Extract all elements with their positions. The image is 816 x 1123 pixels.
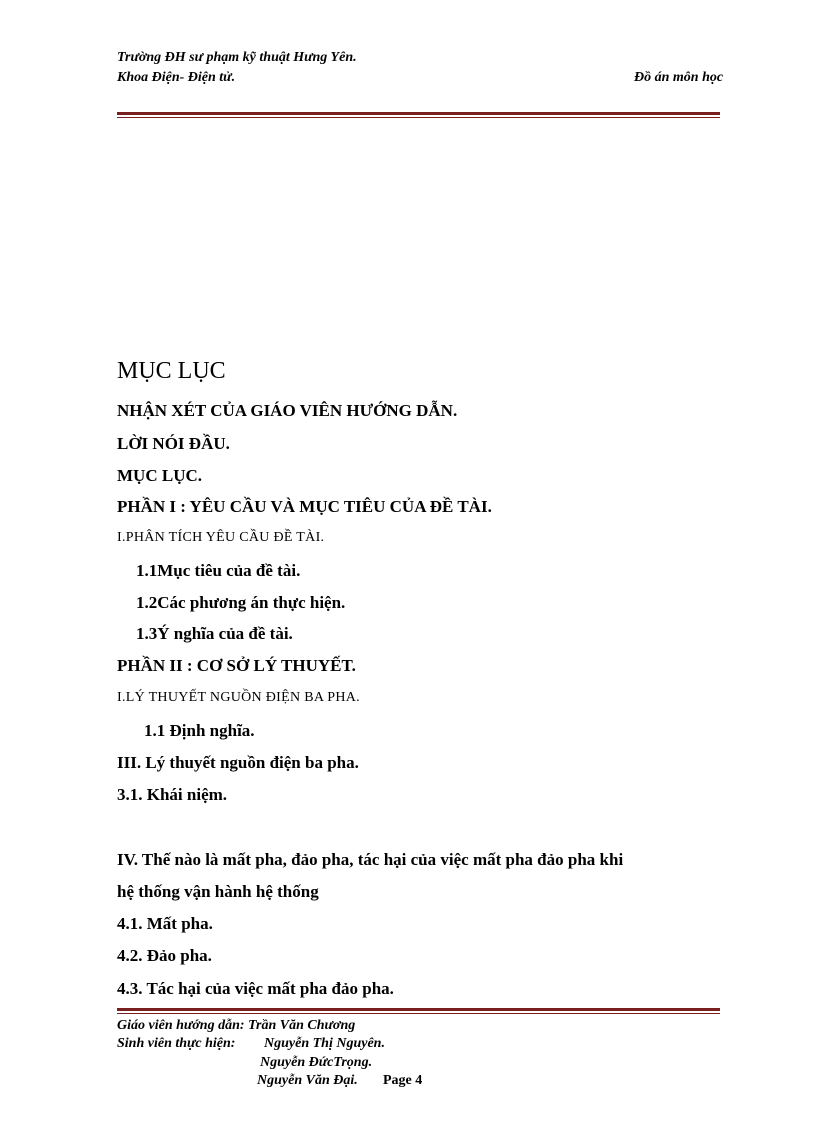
header-rule: [117, 112, 720, 118]
footer-student-2: Nguyễn ĐứcTrọng.: [260, 1055, 373, 1070]
toc-item: 1.1Mục tiêu của đề tài.: [136, 561, 301, 580]
toc-item: PHẦN I : YÊU CẦU VÀ MỤC TIÊU CỦA ĐỀ TÀI.: [117, 497, 492, 516]
footer-advisor: Giáo viên hướng dẫn: Trần Văn Chương: [117, 1018, 356, 1033]
footer-student-3: Nguyễn Văn Đại.: [257, 1073, 358, 1088]
toc-item: 1.3Ý nghĩa của đề tài.: [136, 624, 293, 643]
toc-item: hệ thống vận hành hệ thống: [117, 882, 319, 901]
header-school: Trường ĐH sư phạm kỹ thuật Hưng Yên.: [117, 50, 357, 65]
toc-item: 4.1. Mất pha.: [117, 914, 213, 933]
toc-item: 3.1. Khái niệm.: [117, 785, 228, 804]
toc-item: PHẦN II : CƠ SỞ LÝ THUYẾT.: [117, 656, 356, 675]
toc-item: I.LÝ THUYẾT NGUỒN ĐIỆN BA PHA.: [117, 690, 360, 705]
toc-item: MỤC LỤC.: [117, 466, 202, 485]
toc-item: IV. Thế nào là mất pha, đảo pha, tác hại của việc mất pha đảo pha khi: [117, 850, 624, 869]
footer-rule: [117, 1008, 720, 1014]
toc-title: MỤC LỤC: [117, 358, 226, 384]
toc-item: LỜI NÓI ĐẦU.: [117, 434, 230, 453]
toc-item: III. Lý thuyết nguồn điện ba pha.: [117, 753, 359, 772]
header-faculty: Khoa Điện- Điện tử.: [117, 70, 236, 85]
footer-page-number: Page 4: [383, 1073, 423, 1088]
header-doc-type: Đồ án môn học: [634, 70, 724, 85]
toc-item: 1.1 Định nghĩa.: [144, 721, 255, 740]
toc-item: 1.2Các phương án thực hiện.: [136, 593, 346, 612]
toc-item: 4.2. Đảo pha.: [117, 946, 212, 965]
toc-item: NHẬN XÉT CỦA GIÁO VIÊN HƯỚNG DẪN.: [117, 401, 458, 420]
footer-student-1: Nguyễn Thị Nguyên.: [264, 1036, 385, 1051]
footer-students-label: Sinh viên thực hiện:: [117, 1036, 236, 1051]
toc-item: I.PHÂN TÍCH YÊU CẦU ĐỀ TÀI.: [117, 530, 325, 545]
toc-item: 4.3. Tác hại của việc mất pha đảo pha.: [117, 979, 394, 998]
